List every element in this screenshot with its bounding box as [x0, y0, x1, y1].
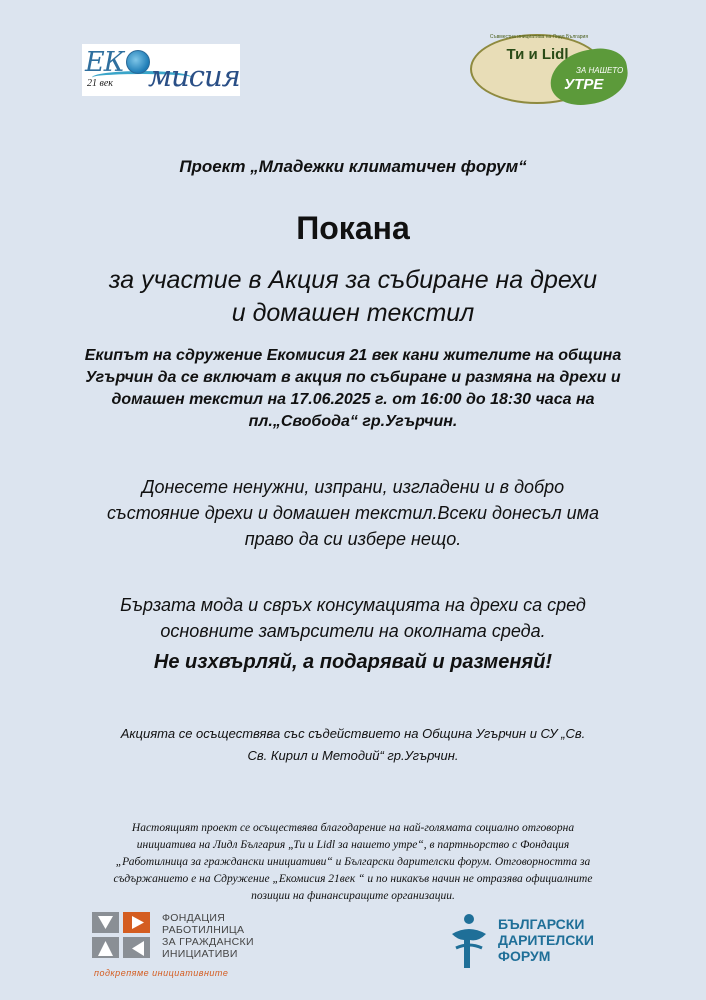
bdf-mark-icon	[448, 912, 490, 970]
paragraph-line: Екипът на сдружение Екомисия 21 век кани жителите на община	[84, 347, 622, 364]
fast-fashion-paragraph	[0, 592, 706, 644]
lidl-logo-top-text: Съвместна инициатива на Лидл България	[489, 34, 589, 40]
bdf-name-line: ДАРИТЕЛСКИ	[498, 932, 594, 948]
footnote-line: „Работилница за граждански инициативи“ и Български дарителски форум. Отговорността за	[115, 856, 591, 868]
paragraph-line: основните замърсители на околната среда.	[160, 621, 546, 641]
subtitle-line: за участие в Акция за събиране на дрехи	[108, 266, 598, 294]
paragraph-line: право да си избере нещо.	[244, 529, 462, 549]
rgi-name-line: ФОНДАЦИЯ	[162, 912, 226, 924]
bdf-logo	[448, 910, 618, 980]
paragraph-line: Св. Кирил и Методий“ гр.Угърчин.	[247, 748, 459, 763]
rgi-foundation-logo	[92, 912, 282, 984]
footnote-line: инициатива на Лидл България „Ти и Lidl за нашето утре“, в партньорство с Фондация	[136, 839, 570, 851]
workshop-grid-icon	[92, 912, 152, 960]
paragraph-line: Угърчин да се включат в акция по събиране и размяна на дрехи и	[85, 369, 621, 386]
instructions-paragraph	[0, 474, 706, 552]
paragraph-line: домашен текстил на 17.06.2025 г. от 16:00 до 18:30 часа на	[111, 391, 595, 408]
ekomisia-logo-sub: 21 век	[87, 78, 113, 89]
subtitle-line: и домашен текстил	[231, 299, 475, 327]
invitation-paragraph	[0, 345, 706, 433]
lidl-logo-leaf-big: УТРЕ	[564, 76, 604, 93]
rgi-name-line: ИНИЦИАТИВИ	[162, 948, 238, 960]
footnote-line: Настоящият проект се осъществява благодарение на най-голямата социално отговорна	[131, 822, 575, 834]
bdf-name-line: ФОРУМ	[498, 948, 551, 964]
page-title: Покана	[296, 210, 410, 246]
bdf-name	[498, 916, 594, 964]
paragraph-line: състояние дрехи и домашен текстил.Всеки донесъл има	[106, 503, 600, 523]
rgi-tagline: подкрепяме инициативните	[94, 968, 229, 978]
rgi-name-line: ЗА ГРАЖДАНСКИ	[162, 936, 254, 948]
ekomisia-logo-part1: ЕК	[85, 47, 124, 78]
footnote-line: позиции на финансиращите организации.	[251, 890, 455, 902]
ekomisia-logo	[82, 44, 240, 96]
funding-disclaimer	[0, 820, 706, 905]
slogan: Не изхвърляй, а подарявай и разменяй!	[153, 651, 553, 673]
rgi-name-line: РАБОТИЛНИЦА	[162, 924, 245, 936]
collaboration-note	[0, 723, 706, 767]
paragraph-line: Акцията се осъществява със съдействието на Община Угърчин и СУ „Св.	[120, 726, 586, 741]
ti-i-lidl-logo	[470, 28, 630, 108]
ekomisia-logo-part2: мисия	[148, 59, 240, 93]
globe-icon	[126, 50, 150, 74]
lidl-logo-leaf-small: ЗА НАШЕТО	[576, 66, 624, 75]
rgi-name	[162, 912, 254, 960]
bdf-name-line: БЪЛГАРСКИ	[498, 916, 585, 932]
footnote-line: съдържанието е на Сдружение „Екомисия 21век “ и по никакъв начин не отразява официалните	[113, 873, 593, 885]
paragraph-line: Донесете ненужни, изпрани, изгладени и в добро	[141, 477, 565, 497]
subtitle	[0, 264, 706, 330]
lidl-logo-title: Ти и Lidl	[506, 46, 569, 63]
paragraph-line: пл.„Свобода“ гр.Угърчин.	[248, 413, 458, 430]
paragraph-line: Бързата мода и свръх консумацията на дрехи са сред	[120, 595, 586, 615]
project-line: Проект „Младежки климатичен форум“	[179, 157, 527, 176]
